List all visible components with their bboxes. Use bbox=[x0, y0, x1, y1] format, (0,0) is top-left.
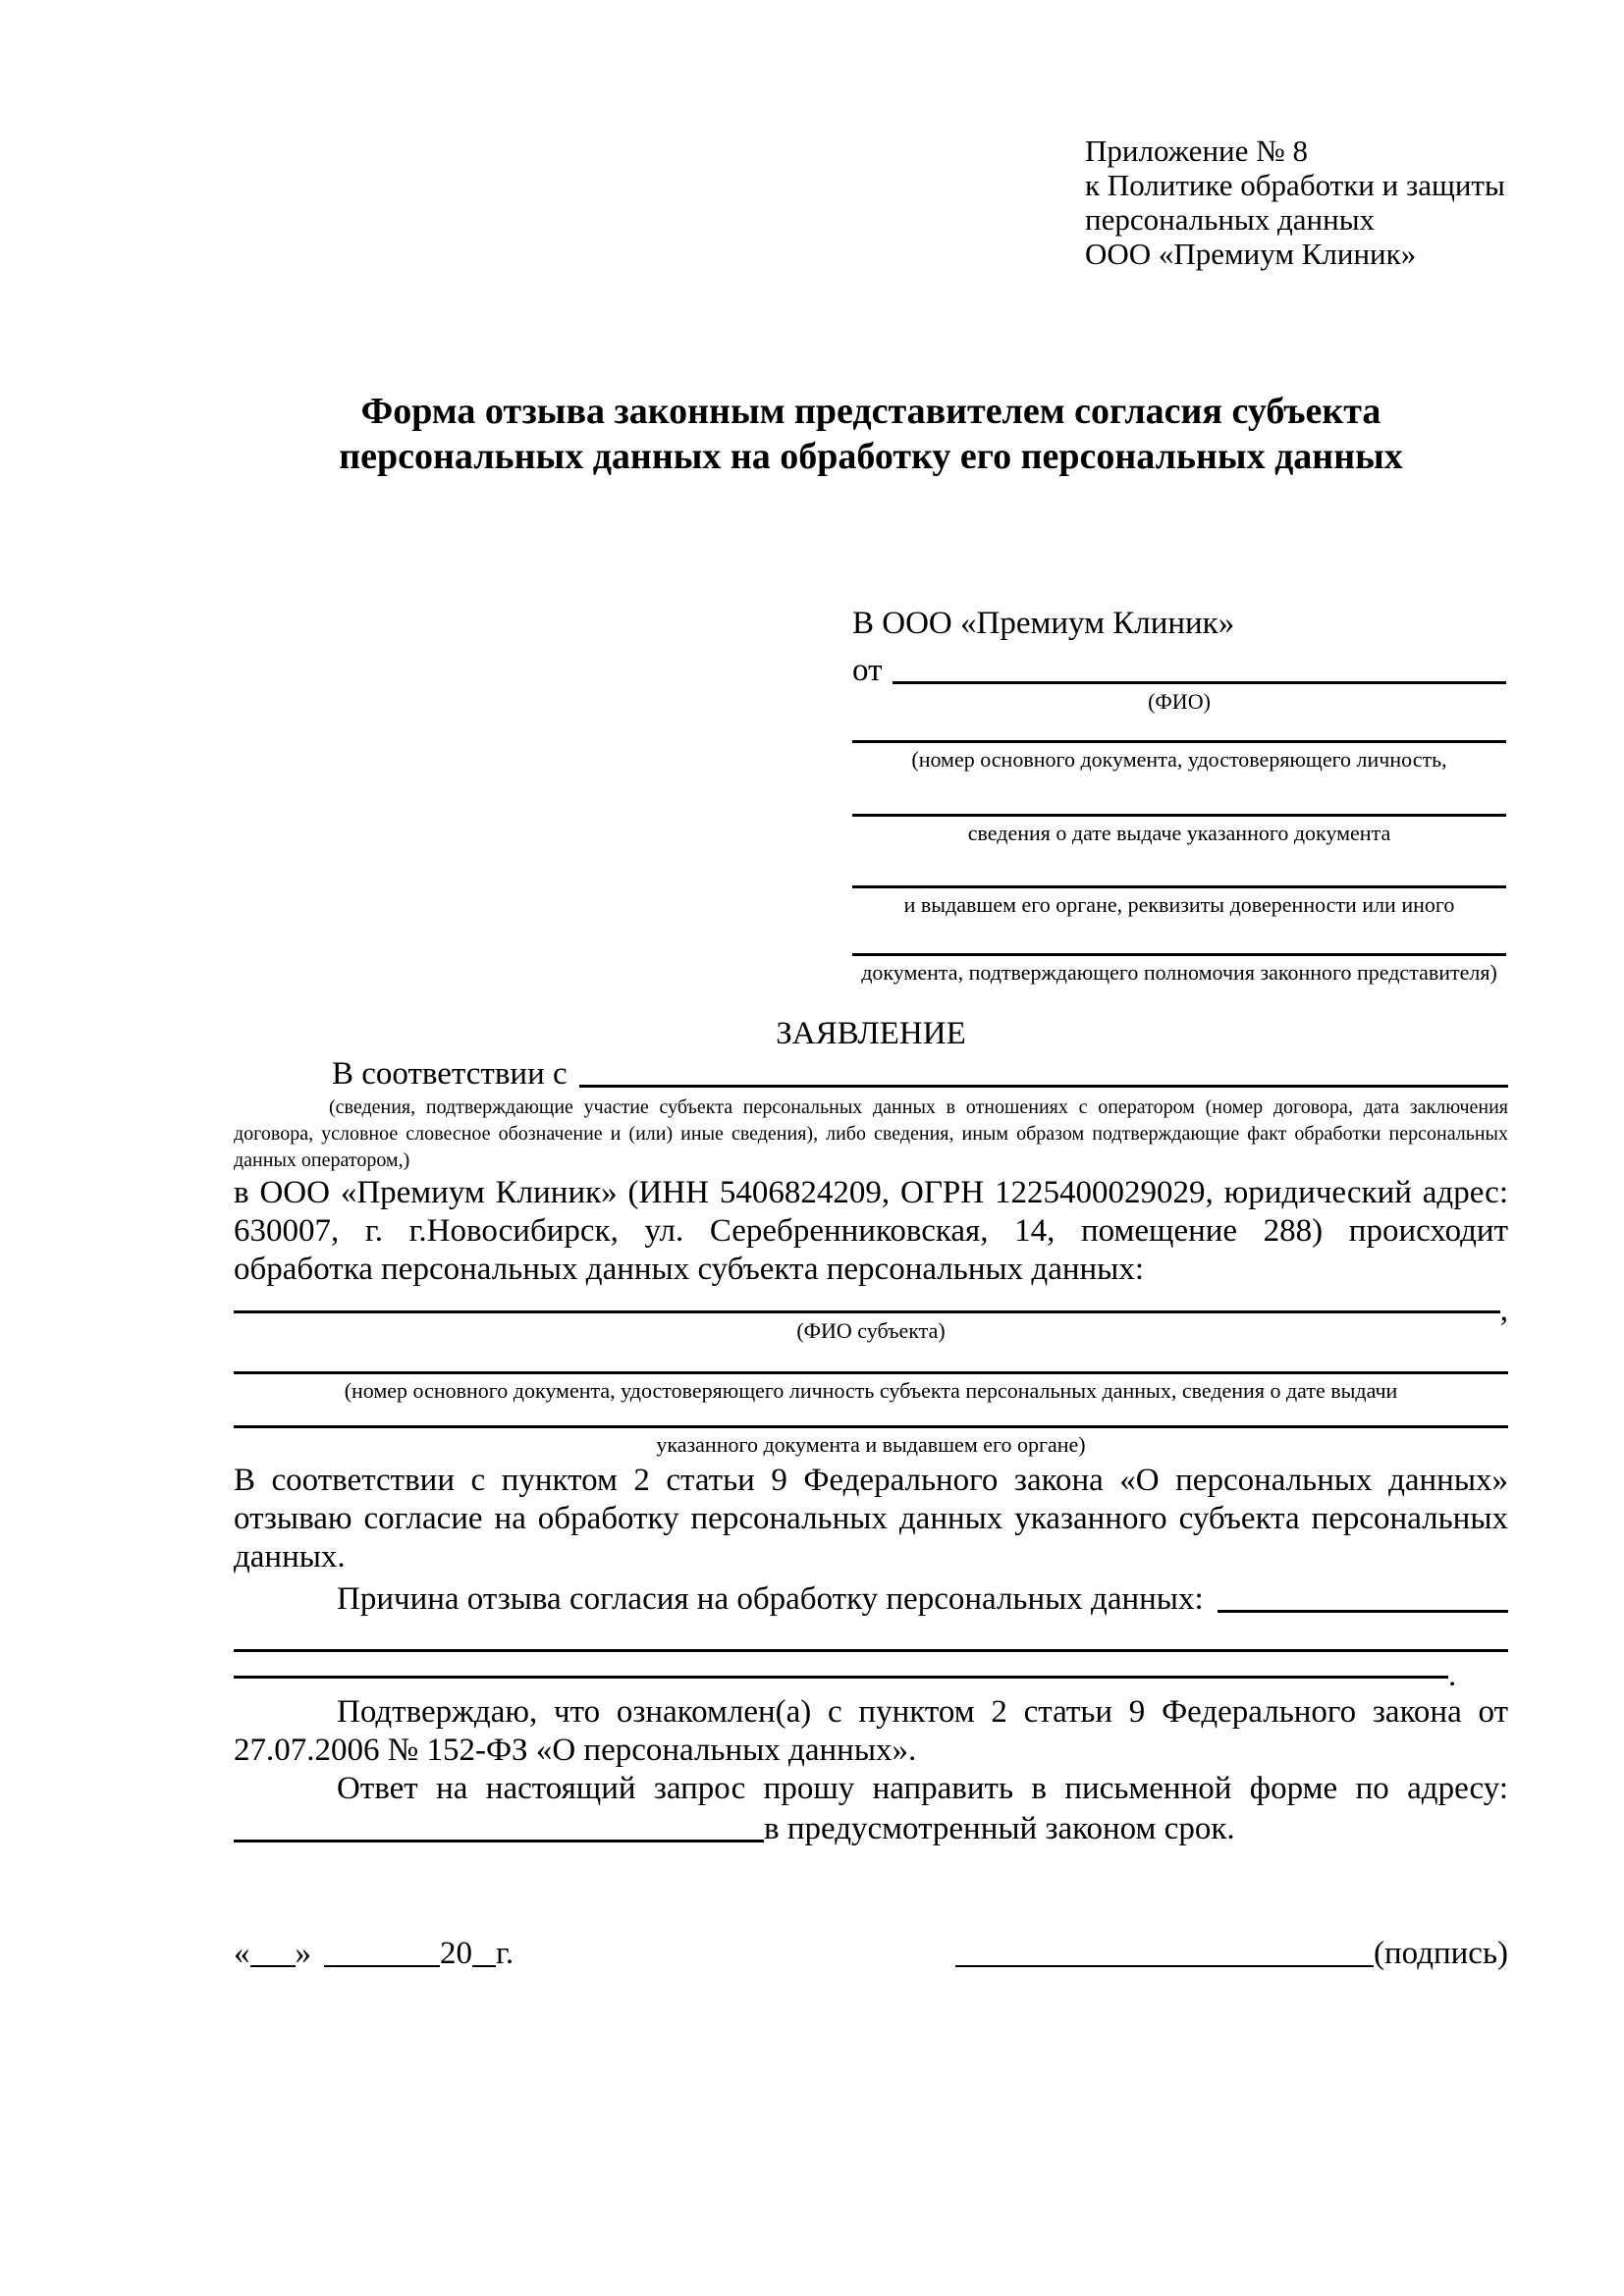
reason-extra-row-2 bbox=[234, 1658, 1508, 1693]
statement-heading: ЗАЯВЛЕНИЕ bbox=[776, 1016, 966, 1051]
title-line-2: персональных данных на обработку его персональных данных bbox=[339, 436, 1403, 477]
subject-fio-caption: (ФИО субъекта) bbox=[796, 1318, 946, 1343]
day-quote-open: « bbox=[234, 1936, 250, 1971]
reply-address-label: Ответ на настоящий запрос прошу направить в письменной форме по адресу: bbox=[337, 1771, 1508, 1806]
reason-field-line[interactable] bbox=[1218, 1610, 1508, 1613]
subject-doc-caption-1: (номер основного документа, удостоверяющего личность субъекта персональных данных, сведения о дате выдачи bbox=[344, 1378, 1398, 1403]
fio-caption: (ФИО) bbox=[1148, 689, 1211, 714]
from-label: от bbox=[852, 653, 883, 688]
title-line-1: Форма отзыва законным представителем согласия субъекта bbox=[360, 391, 1381, 432]
issue-date-field-line[interactable] bbox=[852, 814, 1506, 817]
operator-paragraph: в ООО «Премиум Клиник» (ИНН 5406824209, ОГРН 1225400029029, юридический адрес: 630007, г. г.Новосибирск, ул. Серебренниковская, 14, помещение 288) происходит обработка персональных данных субъекта персональных данных: bbox=[234, 1175, 1508, 1287]
addressee-org: В ООО «Премиум Клиник» bbox=[852, 606, 1235, 641]
subject-fio-field-line[interactable] bbox=[234, 1310, 1500, 1313]
signature-field-line[interactable] bbox=[955, 1965, 1374, 1967]
year-suffix: г. bbox=[496, 1936, 514, 1971]
date-group bbox=[234, 1936, 514, 1972]
subject-doc-caption-2: указанного документа и выдавшем его органе) bbox=[656, 1432, 1086, 1457]
comma-text: , bbox=[1499, 1293, 1508, 1328]
issue-date-field bbox=[852, 814, 1506, 846]
doc-number-field bbox=[852, 740, 1506, 773]
doc-number-caption: (номер основного документа, удостоверяющего личность, bbox=[911, 747, 1447, 772]
appendix-line-3: персональных данных bbox=[1085, 202, 1376, 237]
issuing-authority-field bbox=[852, 885, 1506, 918]
footer-row bbox=[234, 1936, 1508, 1972]
reason-extra-line-2[interactable] bbox=[234, 1676, 1448, 1679]
basis-label: В соответствии с bbox=[332, 1056, 568, 1092]
representative-authority-field bbox=[852, 953, 1506, 986]
year-field-line[interactable] bbox=[472, 1965, 496, 1967]
from-row bbox=[852, 650, 1506, 689]
subject-doc-field-line-2[interactable] bbox=[234, 1425, 1508, 1428]
reason-row bbox=[234, 1576, 1508, 1618]
representative-authority-caption: документа, подтверждающего полномочия законного представителя) bbox=[861, 960, 1497, 985]
appendix-block bbox=[1085, 133, 1517, 271]
representative-authority-field-line[interactable] bbox=[852, 953, 1506, 956]
reply-address-field-line[interactable] bbox=[234, 1840, 764, 1842]
document-title bbox=[234, 389, 1508, 479]
day-quote-close: » bbox=[295, 1936, 311, 1971]
basis-caption: (сведения, подтверждающие участие субъекта персональных данных в отношениях с оператором (номер договора, дата заключения договора, условное словесное обозначение и (или) иные сведения), либо сведения, иным образом подтверждающие факт обработки персональных данных оператором,) bbox=[234, 1096, 1508, 1171]
month-field-line[interactable] bbox=[324, 1965, 440, 1967]
issuing-authority-field-line[interactable] bbox=[852, 885, 1506, 888]
reply-address-row bbox=[234, 1808, 1508, 1847]
issuing-authority-caption: и выдавшем его органе, реквизиты доверенности или иного bbox=[903, 892, 1455, 917]
subject-doc-field-line-1[interactable] bbox=[234, 1371, 1508, 1374]
day-field-line[interactable] bbox=[250, 1965, 296, 1967]
issue-date-caption: сведения о дате выдаче указанного документа bbox=[967, 821, 1391, 845]
basis-field-line[interactable] bbox=[579, 1085, 1508, 1088]
basis-row bbox=[234, 1053, 1508, 1093]
subject-fio-row bbox=[234, 1293, 1508, 1328]
statement-section bbox=[234, 1014, 1508, 1847]
addressee-block bbox=[852, 605, 1506, 986]
confirm-paragraph: Подтверждаю, что ознакомлен(а) с пунктом 2 статьи 9 Федерального закона от 27.07.2006 № 152-ФЗ «О персональных данных». bbox=[234, 1694, 1508, 1768]
appendix-line-1: Приложение № 8 bbox=[1085, 133, 1308, 168]
reason-label: Причина отзыва согласия на обработку персональных данных: bbox=[337, 1581, 1204, 1617]
signature-group bbox=[955, 1936, 1508, 1972]
appendix-line-4: ООО «Премиум Клиник» bbox=[1085, 237, 1417, 271]
period-text: . bbox=[1448, 1658, 1457, 1693]
withdrawal-paragraph: В соответствии с пунктом 2 статьи 9 Федерального закона «О персональных данных» отзываю согласие на обработку персональных данных указанного субъекта персональных данных. bbox=[234, 1463, 1508, 1575]
signature-caption: (подпись) bbox=[1374, 1936, 1508, 1971]
reply-suffix: в предусмотренный законом срок. bbox=[764, 1811, 1235, 1846]
appendix-line-2: к Политике обработки и защиты bbox=[1085, 168, 1505, 202]
doc-number-field-line[interactable] bbox=[852, 740, 1506, 743]
reason-extra-line-1[interactable] bbox=[234, 1649, 1508, 1652]
year-prefix: 20 bbox=[440, 1936, 472, 1971]
from-name-field-line[interactable] bbox=[893, 681, 1507, 684]
